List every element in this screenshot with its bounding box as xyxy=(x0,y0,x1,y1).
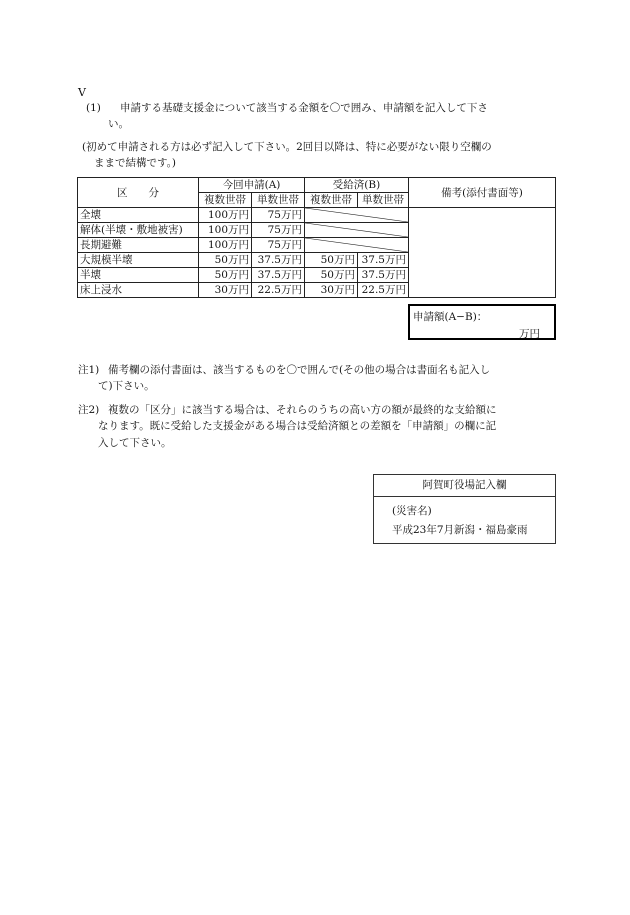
instruction-2-line2: ままで結構です。) xyxy=(94,157,177,170)
amount-cell[interactable]: 37.5万円 xyxy=(252,253,305,268)
application-amount-label: 申請額(A−B)： xyxy=(413,311,488,323)
row-label: 長期避難 xyxy=(78,238,199,253)
instruction-2 xyxy=(82,139,562,172)
amount-cell[interactable]: 37.5万円 xyxy=(252,268,305,283)
note-1-line2: て)下さい。 xyxy=(98,380,155,393)
note-1 xyxy=(78,362,558,395)
amount-cell[interactable]: 22.5万円 xyxy=(252,283,305,298)
header-category: 区 分 xyxy=(78,178,199,208)
not-applicable-cell xyxy=(305,223,409,238)
amount-cell[interactable]: 100万円 xyxy=(199,223,252,238)
row-label: 半壊 xyxy=(78,268,199,283)
not-applicable-cell xyxy=(305,208,409,223)
amount-cell[interactable]: 37.5万円 xyxy=(358,253,409,268)
amount-cell[interactable]: 75万円 xyxy=(252,238,305,253)
instruction-1 xyxy=(82,100,562,133)
row-label: 床上浸水 xyxy=(78,283,199,298)
table-row xyxy=(78,208,556,223)
office-use-title: 阿賀町役場記入欄 xyxy=(374,475,555,497)
note-2-line1: 複数の「区分」に該当する場合は、それらのうちの高い方の額が最終的な支給額に xyxy=(108,404,497,416)
amount-cell[interactable]: 100万円 xyxy=(199,208,252,223)
note-2-line3: 入して下さい。 xyxy=(98,436,172,449)
amount-cell[interactable]: 37.5万円 xyxy=(358,268,409,283)
office-use-box xyxy=(373,474,556,544)
note-1-number: 注1) xyxy=(78,364,100,376)
header-current-single: 単数世帯 xyxy=(252,193,305,208)
disaster-name: 平成23年7月新潟・福島豪雨 xyxy=(392,524,528,536)
header-received: 受給済(B) xyxy=(305,178,409,193)
amount-cell[interactable]: 22.5万円 xyxy=(358,283,409,298)
header-current-multi: 複数世帯 xyxy=(199,193,252,208)
amount-cell[interactable]: 50万円 xyxy=(199,253,252,268)
row-label: 全壊 xyxy=(78,208,199,223)
remarks-cell[interactable] xyxy=(409,208,556,298)
amount-cell[interactable]: 30万円 xyxy=(199,283,252,298)
header-received-single: 単数世帯 xyxy=(358,193,409,208)
amount-cell[interactable]: 50万円 xyxy=(305,253,358,268)
note-1-line1: 備考欄の添付書面は、該当するものを〇で囲んで(その他の場合は書面名も記入し xyxy=(108,364,491,376)
instruction-2-line1: (初めて申請される方は必ず記入して下さい。2回目以降は、特に必要がない限り空欄の xyxy=(82,141,492,153)
note-2-number: 注2) xyxy=(78,404,100,416)
instruction-1-line1: 申請する基礎支援金について該当する金額を〇で囲み、申請額を記入して下さ xyxy=(120,102,488,114)
section-marker: V xyxy=(78,86,86,99)
note-2 xyxy=(78,402,558,451)
amount-cell[interactable]: 50万円 xyxy=(305,268,358,283)
amount-cell[interactable]: 50万円 xyxy=(199,268,252,283)
header-received-multi: 複数世帯 xyxy=(305,193,358,208)
amount-cell[interactable]: 75万円 xyxy=(252,223,305,238)
amount-cell[interactable]: 75万円 xyxy=(252,208,305,223)
amount-cell[interactable]: 100万円 xyxy=(199,238,252,253)
note-2-line2: なります。既に受給した支援金がある場合は受給済額との差額を「申請額」の欄に記 xyxy=(98,420,497,433)
support-amount-table xyxy=(77,177,556,298)
application-amount-unit: 万円 xyxy=(519,328,540,340)
amount-cell[interactable]: 30万円 xyxy=(305,283,358,298)
row-label: 解体(半壊・敷地被害) xyxy=(78,223,199,238)
disaster-label: (災害名) xyxy=(392,505,432,517)
header-remarks: 備考(添付書面等) xyxy=(409,178,556,208)
header-current: 今回申請(A) xyxy=(199,178,305,193)
instruction-1-line2: い。 xyxy=(108,118,129,131)
instruction-1-number: (1) xyxy=(86,102,101,114)
not-applicable-cell xyxy=(305,238,409,253)
row-label: 大規模半壊 xyxy=(78,253,199,268)
application-amount-box[interactable] xyxy=(408,304,556,340)
